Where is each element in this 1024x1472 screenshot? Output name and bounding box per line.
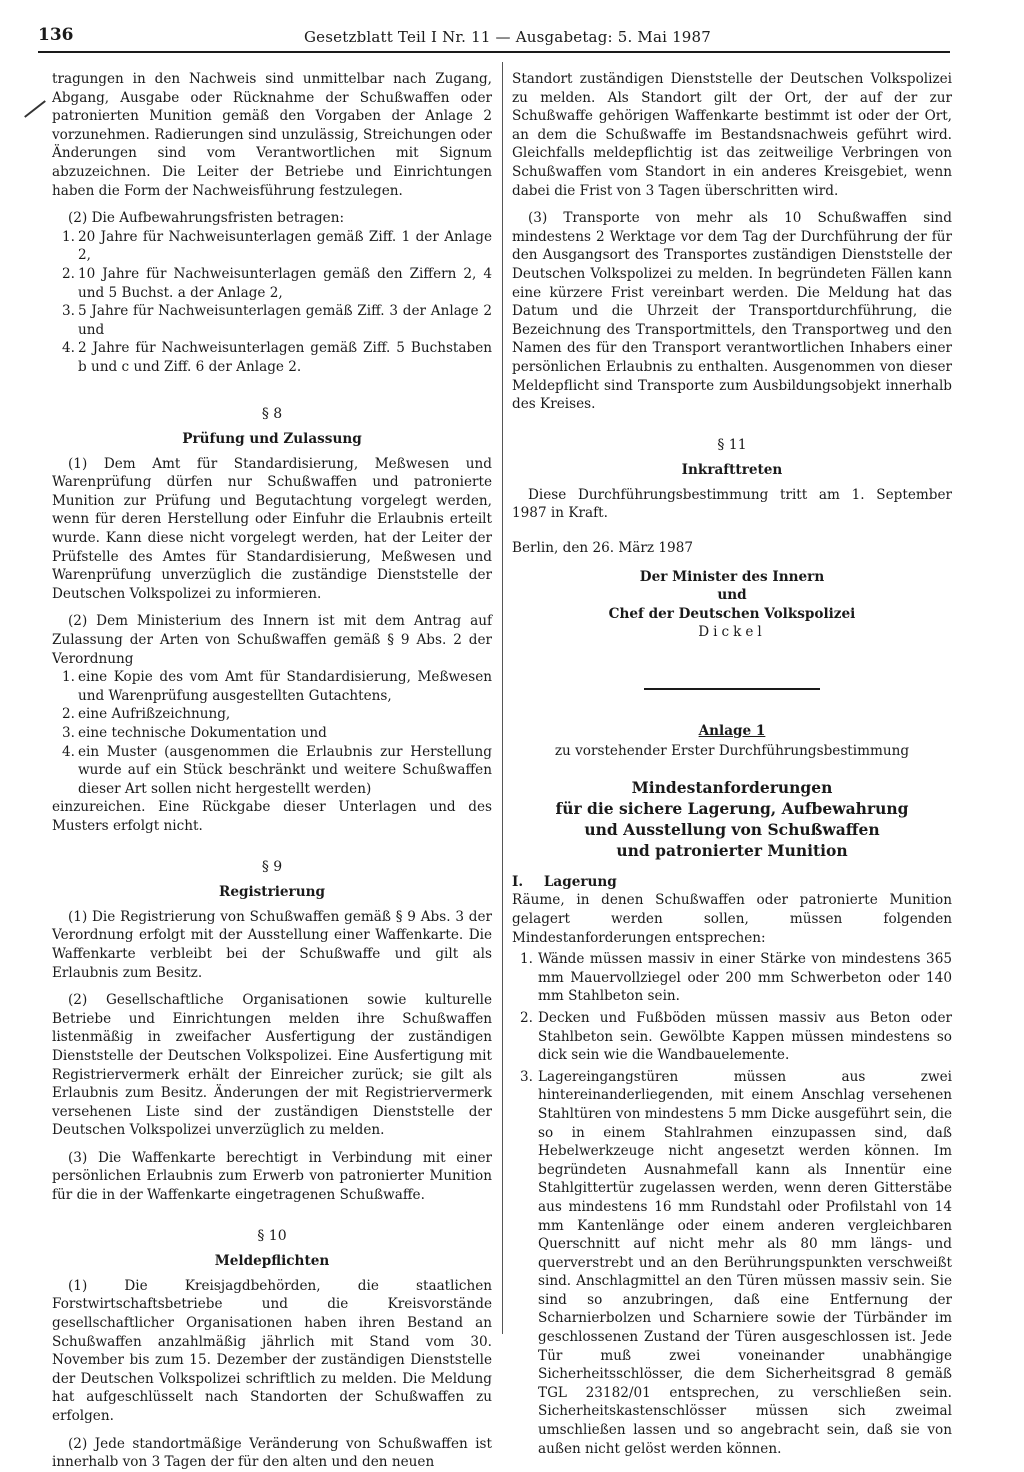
section-9-title: Registrierung (219, 884, 325, 901)
list-text: Lagereingangstüren müssen aus zwei hintereinanderliegenden, mit einem Anschlag versehenen Stahltüren von mindestens 5 mm Dicke ausgeführt sein, die so in einem Stahlrahmen einzupassen sind, daß Hebelwerkzeuge nicht angesetzt werden können. Im begründeten Ausnahmefall kann als Innentür eine Stahlgittertür zugelassen werden, wenn deren Gitterstäbe aus mindestens 16 mm Rundstahl oder Profilstahl von 14 mm Kantenlänge oder einem anderen vergleichbaren Querschnitt auf nicht mehr als 80 mm längs- und querverstrebt und an den Berührungspunkten verschweißt sind. Anschlagmittel an den Türen müssen massiv sein. Sie sind so anzubringen, daß eine Entfernung der Scharnierbolzen und Scharniere sowie der Türbänder im geschlossenen Zustand der Türen ausgeschlossen ist. Jede Tür muß zwei voneinander unabhängige Sicherheitsschlösser, die dem Sicherheitsgrad 8 gemäß TGL 23182/01 entsprechen, zu verschließen sein. Sicherheitskastenschlösser müssen sich zweimal umschließen lassen und so angebracht sein, daß sie von außen nicht gelöst werden können. (538, 1068, 952, 1457)
list-text: Decken und Fußböden müssen massiv aus Beton oder Stahlbeton sein. Gewölbte Kappen müssen mindestens so dick sein wie die Wandbauelemente. (538, 1009, 952, 1064)
list-text: ein Muster (ausgenommen die Erlaubnis zur Herstellung wurde auf ein Stück beschränkt und weitere Schußwaffen dieser Art sollen nicht hergestellt werden) (78, 743, 492, 797)
signature-block (512, 568, 952, 642)
list-text: 10 Jahre für Nachweisunterlagen gemäß den Ziffern 2, 4 und 5 Buchst. a der Anlage 2, (78, 265, 492, 301)
annex-heading (512, 777, 952, 861)
pencil-mark (24, 100, 46, 118)
left-column (52, 70, 492, 1472)
signatory-name: Dickel (698, 624, 766, 641)
annex-heading-line: und Ausstellung von Schußwaffen (584, 819, 880, 839)
list-item (512, 1009, 952, 1065)
continued-paragraph: tragungen in den Nachweis sind unmittelbar nach Zugang, Abgang, Ausgabe oder Rücknahme der Schußwaffen oder patronierten Munition gemäß den Vorgaben der Anlage 2 vorzunehmen. Radierungen sind unzulässig, Streichungen oder Änderungen sind vom Verantwortlichen mit Signum abzuzeichnen. Die Leiter der Betriebe und Einrichtungen haben die Form der Nachweisführung festzulegen. (52, 71, 492, 199)
list-number: 2. (520, 1009, 533, 1026)
list-number: 3. (62, 303, 75, 320)
section-11-para-1: Diese Durchführungsbestimmung tritt am 1. September 1987 in Kraft. (512, 486, 952, 522)
retention-intro: (2) Die Aufbewahrungsfristen betragen: (68, 210, 345, 227)
column-divider (502, 62, 503, 1334)
annex-intro: Räume, in denen Schußwaffen oder patronierte Munition gelagert werden sollen, müssen folgenden Mindestanforderungen entsprechen: (512, 892, 952, 946)
section-8-para-2: (2) Dem Ministerium des Innern ist mit dem Antrag auf Zulassung der Arten von Schußwaffen gemäß § 9 Abs. 2 der Verordnung (52, 613, 492, 667)
right-column (512, 70, 952, 1458)
list-number: 1. (520, 951, 533, 968)
list-item (52, 724, 492, 743)
subsection-number: I. (512, 873, 524, 890)
place-date: Berlin, den 26. März 1987 (512, 540, 693, 557)
list-number: 2. (62, 265, 75, 282)
section-10-para-3: (3) Transporte von mehr als 10 Schußwaffen sind mindestens 2 Werktage vor dem Tag der Durchführung der für den Ausgangsort des Transportes zuständigen Dienststelle der Deutschen Volkspolizei zu melden. In begründeten Fällen kann eine kürzere Frist vereinbart werden. Die Meldung hat das Datum und die Uhrzeit der Transportdurchführung, die Bezeichnung des Transportmittels, den Transportweg und den Namen des für den Transport verantwortlichen Inhabers einer persönlichen Erlaubnis zu enthalten. Ausgenommen von dieser Meldepflicht sind Transporte zum Ausbildungsobjekt innerhalb des Kreises. (512, 210, 952, 413)
section-10-number: § 10 (257, 1227, 287, 1244)
section-10-para-2: (2) Jede standortmäßige Veränderung von Schußwaffen ist innerhalb von 3 Tagen der für den alten und den neuen (52, 1435, 492, 1471)
list-text: 2 Jahre für Nachweisunterlagen gemäß Ziff. 5 Buchstaben b und c und Ziff. 6 der Anlage 2. (78, 340, 492, 375)
list-text: 5 Jahre für Nachweisunterlagen gemäß Ziff. 3 der Anlage 2 und (78, 303, 492, 338)
section-9-para-2: (2) Gesellschaftliche Organisationen sowie kulturelle Betriebe und Einrichtungen melden ihre Schußwaffen listenmäßig in zweifacher Ausfertigung der zuständigen Dienststelle der Deutschen Volkspolizei. Eine Ausfertigung mit Registriervermerk erhält der Einreicher zurück; sie gilt als Erlaubnis zum Besitz. Änderungen der mit Registriervermerk versehenen Liste sind der zuständigen Dienststelle der Deutschen Volkspolizei unverzüglich zu melden. (52, 992, 492, 1139)
signatory-line-3: Chef der Deutschen Volkspolizei (608, 605, 856, 622)
list-item (52, 302, 492, 339)
section-9-number: § 9 (261, 858, 283, 875)
section-10-title: Meldepflichten (214, 1253, 330, 1270)
annex-title: Anlage 1 (698, 722, 766, 739)
list-number: 1. (62, 228, 75, 245)
list-text: eine technische Dokumentation und (78, 725, 327, 741)
list-number: 3. (62, 725, 75, 741)
list-item (52, 705, 492, 724)
signatory-line-2: und (717, 587, 747, 604)
list-item (512, 950, 952, 1006)
continued-paragraph: Standort zuständigen Dienststelle der Deutschen Volkspolizei zu melden. Als Standort gilt der Ort, der auf der zur Schußwaffe gehörigen Waffenkarte bestimmt ist oder der Ort, an dem die Schußwaffe im Bestandsnachweis geführt wird. Gleichfalls meldepflichtig ist das zeitweilige Verbringen von Schußwaffen vom Standort in ein anderes Kreisgebiet, wenn dabei die Frist von 3 Tagen überschritten wird. (512, 71, 952, 199)
list-text: eine Kopie des vom Amt für Standardisierung, Meßwesen und Warenprüfung ausgestellten Gutachtens, (78, 669, 492, 704)
section-9-para-1: (1) Die Registrierung von Schußwaffen gemäß § 9 Abs. 3 der Verordnung erfolgt mit der Ausstellung einer Waffenkarte. Die Waffenkarte verbleibt bei der Schußwaffe und gilt als Erlaubnis zum Besitz. (52, 908, 492, 981)
section-8-number: § 8 (261, 405, 283, 422)
requirements-list (512, 950, 952, 1458)
retention-list (52, 228, 492, 377)
list-item (52, 228, 492, 265)
subsection-heading (512, 873, 952, 892)
section-8-para-3: einzureichen. Eine Rückgabe dieser Unterlagen und des Musters erfolgt nicht. (52, 799, 492, 834)
page-header (38, 25, 950, 52)
list-text: Wände müssen massiv in einer Stärke von mindestens 365 mm Mauervollziegel oder 200 mm Schwerbeton oder 140 mm Stahlbeton sein. (538, 951, 952, 1005)
submission-list (52, 668, 492, 798)
list-number: 3. (520, 1068, 533, 1085)
list-number: 2. (62, 706, 75, 723)
signatory-line-1: Der Minister des Innern (639, 568, 825, 585)
list-text: eine Aufrißzeichnung, (78, 706, 231, 723)
section-9-para-3: (3) Die Waffenkarte berechtigt in Verbindung mit einer persönlichen Erlaubnis zum Erwerb von patronierter Munition für die in der Waffenkarte eingetragenen Schußwaffe. (52, 1149, 492, 1204)
annex-heading-line: für die sichere Lagerung, Aufbewahrung (555, 798, 909, 818)
annex-heading-line: Mindestanforderungen (631, 777, 833, 797)
list-number: 1. (62, 669, 75, 686)
section-8-para-1: (1) Dem Amt für Standardisierung, Meßwesen und Warenprüfung dürfen nur Schußwaffen und patronierte Munition zur Prüfung und Begutachtung vorgelegt werden, wenn für deren Herstellung oder Einfuhr die Erlaubnis erteilt wurde. Kann diese nicht vorgelegt werden, hat der Leiter der Prüfstelle des Amtes für Standardisierung, Meßwesen und Warenprüfung unverzüglich die zuständige Dienststelle der Deutschen Volkspolizei zu informieren. (52, 455, 492, 602)
separator-rule (644, 688, 820, 690)
list-item (52, 265, 492, 302)
gazette-title: Gesetzblatt Teil I Nr. 11 — Ausgabetag: 5. Mai 1987 (304, 28, 712, 46)
list-number: 4. (62, 340, 75, 357)
list-item (52, 668, 492, 705)
list-number: 4. (62, 743, 75, 760)
section-10-para-1: (1) Die Kreisjagdbehörden, die staatlichen Forstwirtschaftsbetriebe und die Kreisvorstände gesellschaftlicher Organisationen haben ihren Bestand an Schußwaffen anzahlmäßig jährlich mit Stand vom 30. November bis zum 15. Dezember der zuständigen Dienststelle der Deutschen Volkspolizei schriftlich zu melden. Die Meldung hat aufgeschlüsselt nach Standorten der Schußwaffen zu erfolgen. (52, 1277, 492, 1424)
section-11-title: Inkrafttreten (681, 462, 783, 479)
list-item (512, 1068, 952, 1458)
list-text: 20 Jahre für Nachweisunterlagen gemäß Ziff. 1 der Anlage 2, (78, 228, 492, 264)
subsection-title: Lagerung (543, 873, 617, 890)
header-rule (38, 51, 950, 53)
page-number: 136 (38, 25, 74, 45)
list-item (52, 339, 492, 376)
list-item (52, 743, 492, 799)
section-8-title: Prüfung und Zulassung (182, 431, 362, 448)
annex-subtitle: zu vorstehender Erster Durchführungsbestimmung (554, 743, 910, 760)
section-11-number: § 11 (717, 436, 747, 453)
annex-heading-line: und patronierter Munition (616, 840, 848, 860)
